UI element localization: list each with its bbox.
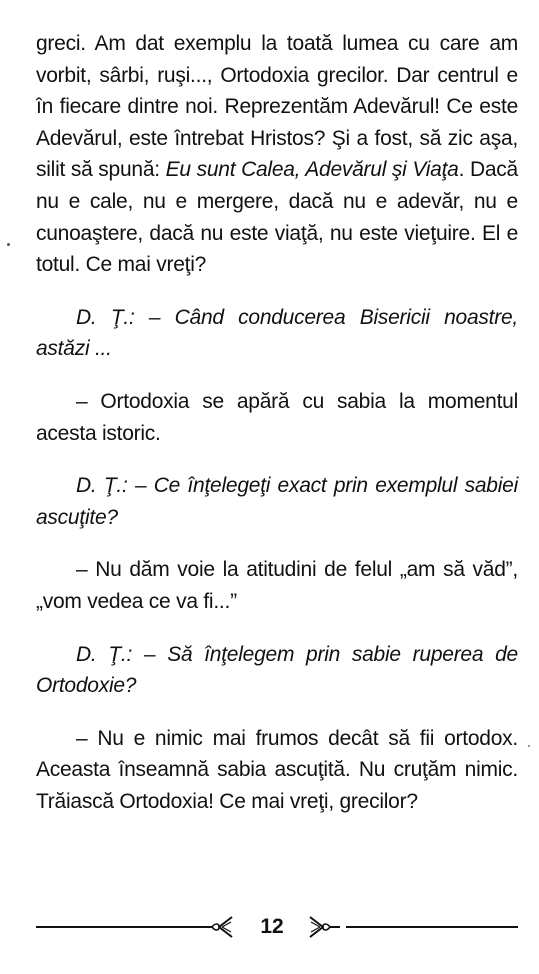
question-2 <box>36 470 518 533</box>
question-1-text: – Când conducerea Bisericii noastre, astăzi ... <box>36 305 518 361</box>
question-3-text: – Să înţelegem prin sabie ruperea de Ortodoxie? <box>36 642 518 698</box>
paragraph-1-text-after: . Dacă nu e cale, nu e mergere, dacă nu e adevăr, nu e cunoaştere, dacă nu este viaţă, nu este vieţuire. El e totul. Ce mai vreţi? <box>36 158 518 277</box>
scripture-quote: Eu sunt Calea, Adevărul şi Viaţa <box>165 158 459 182</box>
speaker-label: D. Ţ.: <box>76 642 133 666</box>
scroll-flourish-right-icon <box>308 914 340 940</box>
answer-3-text: – Nu e nimic mai frumos decât să fii ortodox. Aceasta înseamnă sabia ascuţită. Nu cruţăm nimic. Trăiască Ortodoxia! Ce mai vreţi, grecilor? <box>36 726 518 813</box>
page-footer <box>36 908 518 948</box>
speaker-label: D. Ţ.: <box>76 474 128 498</box>
scroll-flourish-left-icon <box>202 914 234 940</box>
answer-1 <box>36 386 518 449</box>
scan-speck <box>7 243 10 246</box>
paragraph-1 <box>36 28 518 281</box>
scan-speck <box>528 745 530 747</box>
question-3 <box>36 639 518 702</box>
answer-3 <box>36 723 518 818</box>
footer-rule-right <box>346 926 518 928</box>
speaker-label: D. Ţ.: <box>76 305 135 329</box>
question-2-text: – Ce înţelegeţi exact prin exemplul sabiei ascuţite? <box>36 474 518 529</box>
answer-1-text: – Ortodoxia se apără cu sabia la momentul acesta istoric. <box>36 389 518 445</box>
answer-2-text: – Nu dăm voie la atitudini de felul „am să văd”, „vom vedea ce va fi...” <box>36 558 518 613</box>
answer-2 <box>36 554 518 617</box>
question-1 <box>36 302 518 365</box>
footer-rule-left <box>36 926 206 928</box>
paragraph-1-text: greci. Am dat exemplu la toată lumea cu care am vorbit, sârbi, ruşi..., Ortodoxia grecilor. Dar centrul e în fiecare dintre noi. Reprezentăm Adevărul! Ce este Adevărul, este întrebat Hristos? Şi a fost, să zic aşa, silit să spună: <box>36 32 518 182</box>
page-body <box>36 28 518 817</box>
page-number: 12 <box>260 915 284 938</box>
